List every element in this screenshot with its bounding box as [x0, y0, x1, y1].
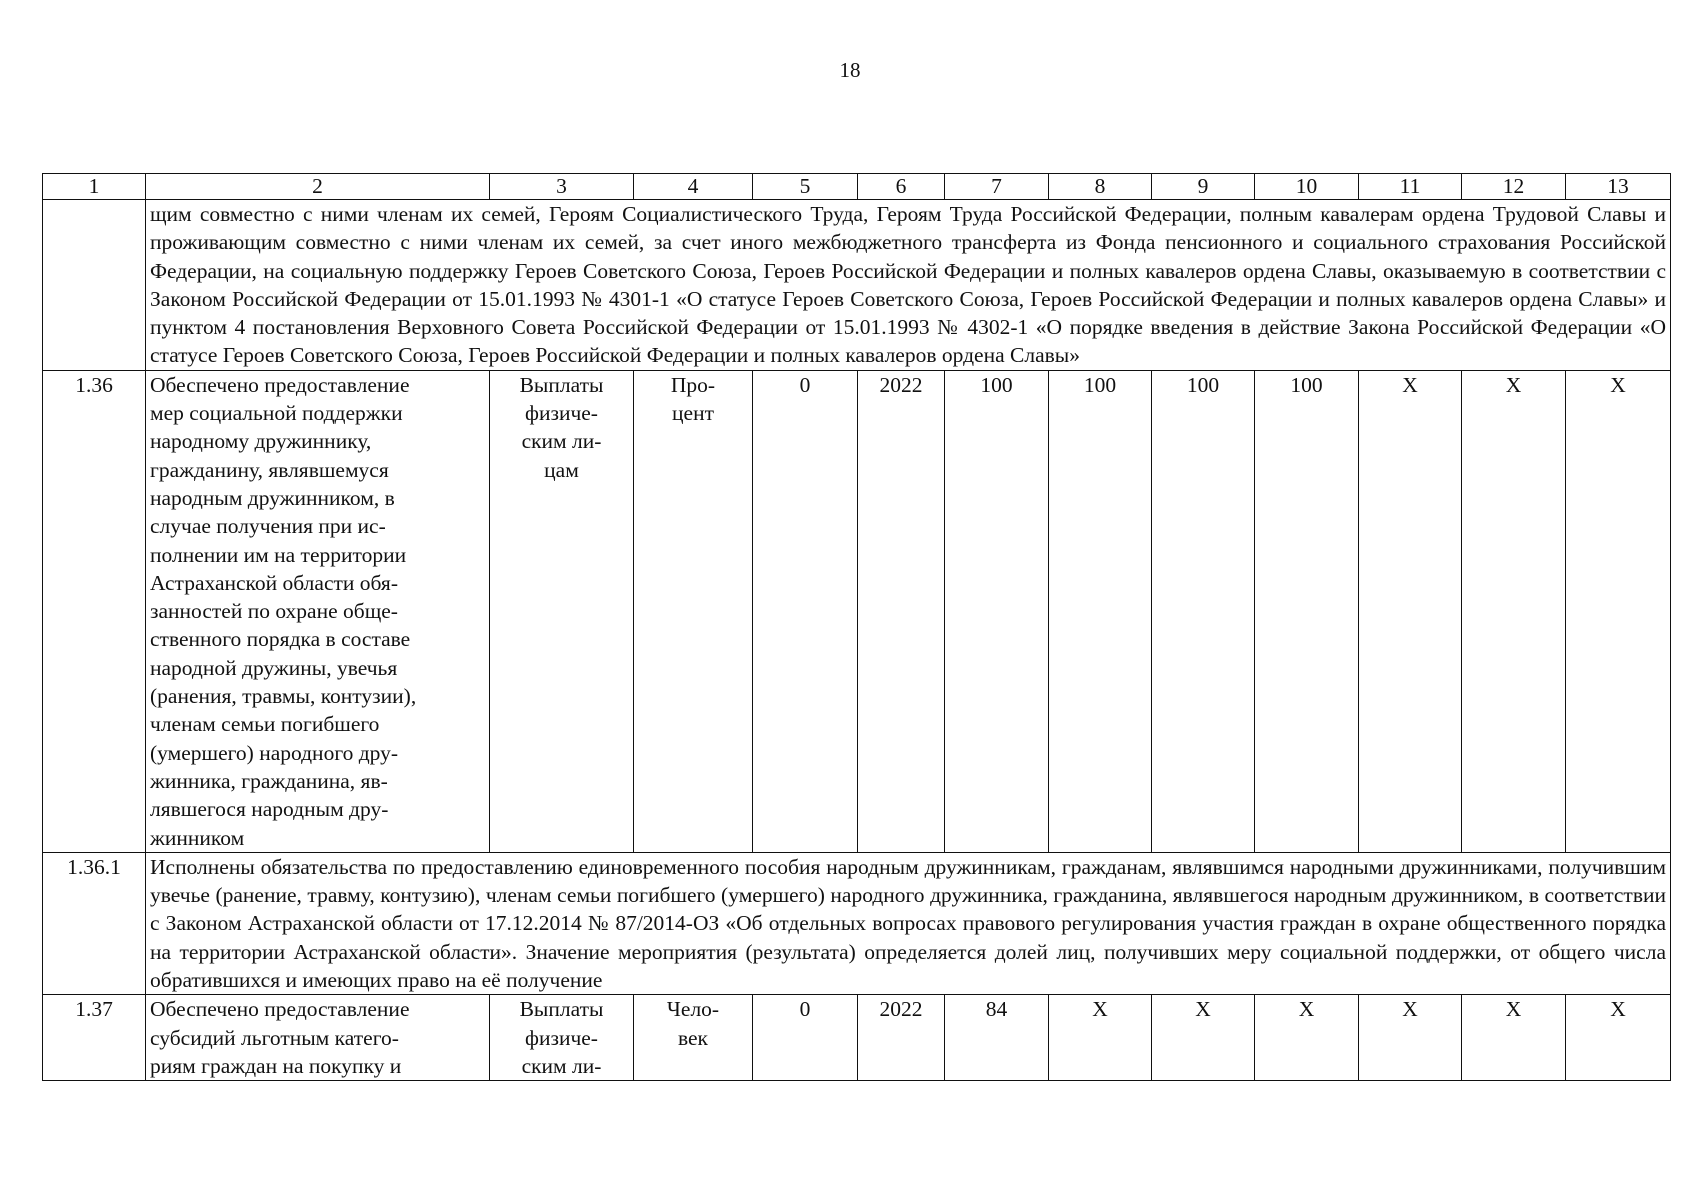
- row-number: 1.36.1: [43, 852, 146, 994]
- column-header: 2: [146, 174, 490, 200]
- text-line: (умершего) народного дру-: [150, 740, 399, 765]
- text-line: Чело-: [666, 997, 720, 1022]
- text-line: Выплаты: [519, 372, 604, 397]
- column-header: 13: [1566, 174, 1671, 200]
- value-cell: 100: [1049, 370, 1152, 852]
- text-line: риям граждан на покупку и: [150, 1053, 402, 1078]
- table-row-continuation: [43, 200, 1671, 371]
- text-line: Обеспечено предоставление: [150, 997, 410, 1022]
- column-numbers-row: [43, 174, 1671, 200]
- measure-name: [146, 995, 490, 1081]
- value-cell: X: [1359, 370, 1462, 852]
- page-number: 18: [839, 58, 861, 82]
- text-line: гражданину, являвшемуся: [150, 457, 389, 482]
- result-description: Исполнены обязательства по предоставлению единовременного пособия народным дружинникам, гражданам, являвшимся народными дружинниками, получившим увечье (ранение, травму, контузию), членам семьи погибшего (умершего) народного дружинника, гражданина, являвшегося народным дружинником, в соответствии с Законом Астраханской области от 17.12.2014 № 87/2014-ОЗ «Об отдельных вопросах правового регулирования участия граждан в охране общественного порядка на территории Астраханской области». Значение мероприятия (результата) определяется долей лиц, получивших меру социальной поддержки, от общего числа обратившихся и имеющих право на её получение: [146, 852, 1671, 994]
- measure-name: [146, 370, 490, 852]
- text-line: жинником: [150, 825, 245, 850]
- column-header: 9: [1152, 174, 1255, 200]
- text-line: жинника, гражданина, яв-: [150, 768, 388, 793]
- base-value: 0: [753, 370, 858, 852]
- column-header: 1: [43, 174, 146, 200]
- value-cell: 84: [945, 995, 1049, 1081]
- value-cell: 100: [1255, 370, 1359, 852]
- text-line: Астраханской области обя-: [150, 570, 398, 595]
- value-cell: X: [1566, 370, 1671, 852]
- unit-of-measure: [634, 995, 753, 1081]
- row-number: 1.37: [43, 995, 146, 1081]
- column-header: 7: [945, 174, 1049, 200]
- value-cell: 100: [1152, 370, 1255, 852]
- column-header: 5: [753, 174, 858, 200]
- value-cell: X: [1462, 370, 1566, 852]
- text-line: Про-: [670, 372, 716, 397]
- measure-type: [490, 370, 634, 852]
- column-header: 10: [1255, 174, 1359, 200]
- text-line: Выплаты: [519, 997, 604, 1022]
- value-cell: X: [1049, 995, 1152, 1081]
- text-line: народным дружинником, в: [150, 485, 395, 510]
- text-line: цент: [672, 401, 714, 426]
- text-line: случае получения при ис-: [150, 514, 386, 539]
- text-line: цам: [544, 457, 579, 482]
- text-line: народной дружины, увечья: [150, 655, 398, 680]
- measure-type: [490, 995, 634, 1081]
- text-line: субсидий льготным катего-: [150, 1025, 399, 1050]
- column-header: 8: [1049, 174, 1152, 200]
- column-header: 12: [1462, 174, 1566, 200]
- value-cell: X: [1152, 995, 1255, 1081]
- text-line: народному дружиннику,: [150, 429, 372, 454]
- text-line: век: [677, 1025, 708, 1050]
- text-line: ским ли-: [521, 429, 602, 454]
- unit-of-measure: [634, 370, 753, 852]
- text-line: Обеспечено предоставление: [150, 372, 410, 397]
- base-value: 0: [753, 995, 858, 1081]
- base-year: 2022: [858, 995, 945, 1081]
- text-line: ским ли-: [521, 1053, 602, 1078]
- value-cell: X: [1462, 995, 1566, 1081]
- text-line: полнении им на территории: [150, 542, 407, 567]
- table-row-1-37: [43, 995, 1671, 1081]
- column-header: 6: [858, 174, 945, 200]
- indicators-table: [42, 173, 1671, 1081]
- text-line: физиче-: [525, 1025, 598, 1050]
- value-cell: X: [1359, 995, 1462, 1081]
- text-line: мер социальной поддержки: [150, 401, 403, 426]
- text-line: (ранения, травмы, контузии),: [150, 684, 417, 709]
- table-row-1-36: [43, 370, 1671, 852]
- continuation-text: щим совместно с ними членам их семей, Героям Социалистического Труда, Героям Труда Российской Федерации, полным кавалерам ордена Трудовой Славы и проживающим совместно с ними членам их семей, за счет иного межбюджетного трансферта из Фонда пенсионного и социального страхования Российской Федерации, на социальную поддержку Героев Советского Союза, Героев Российской Федерации и полных кавалеров ордена Славы, оказываемую в соответствии с Законом Российской Федерации от 15.01.1993 № 4301-1 «О статусе Героев Советского Союза, Героев Российской Федерации и полных кавалеров ордена Славы» и пунктом 4 постановления Верховного Совета Российской Федерации от 15.01.1993 № 4302-1 «О порядке введения в действие Закона Российской Федерации «О статусе Героев Советского Союза, Героев Российской Федерации и полных кавалеров ордена Славы»: [146, 200, 1671, 371]
- text-line: лявшегося народным дру-: [150, 797, 389, 822]
- text-line: ственного порядка в составе: [150, 627, 411, 652]
- value-cell: 100: [945, 370, 1049, 852]
- text-line: членам семьи погибшего: [150, 712, 380, 737]
- row-number-cell: [43, 200, 146, 371]
- base-year: 2022: [858, 370, 945, 852]
- column-header: 3: [490, 174, 634, 200]
- value-cell: X: [1566, 995, 1671, 1081]
- row-number: 1.36: [43, 370, 146, 852]
- text-line: занностей по охране обще-: [150, 599, 398, 624]
- text-line: физиче-: [525, 401, 598, 426]
- column-header: 11: [1359, 174, 1462, 200]
- value-cell: X: [1255, 995, 1359, 1081]
- column-header: 4: [634, 174, 753, 200]
- table-row-1-36-1: [43, 852, 1671, 994]
